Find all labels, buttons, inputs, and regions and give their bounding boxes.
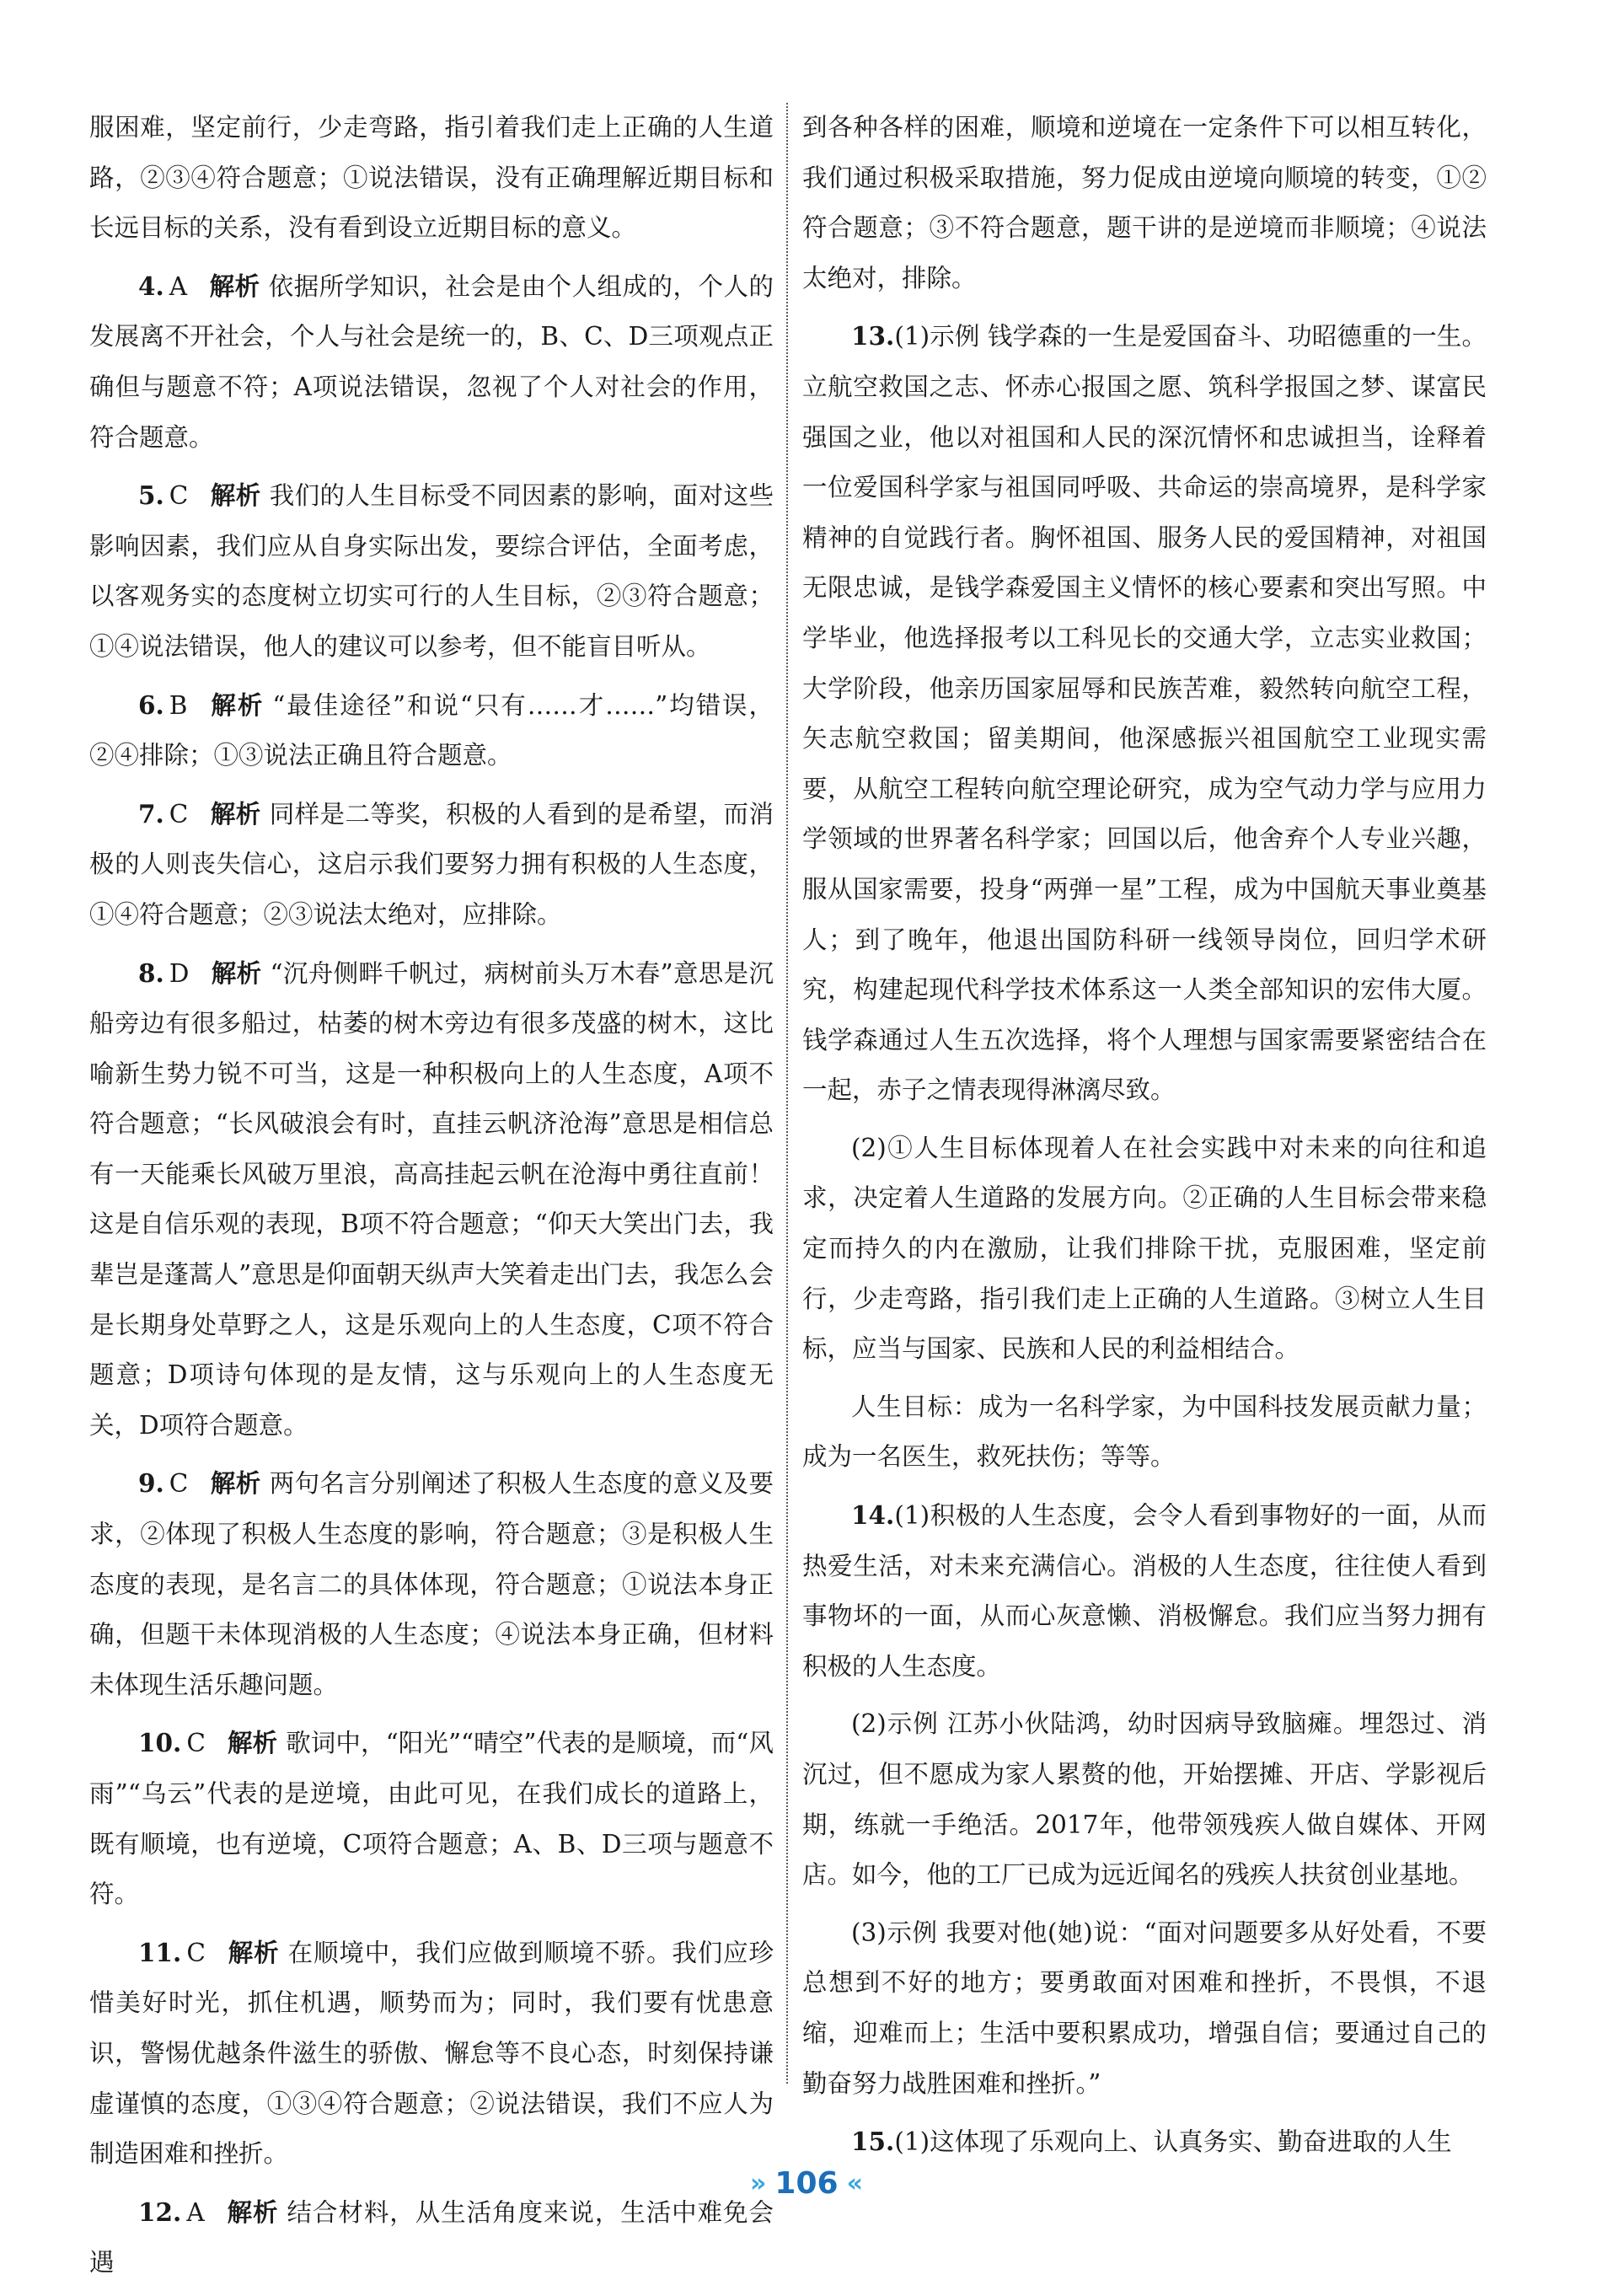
- answer-letter: A: [186, 2197, 205, 2227]
- page-number: 106: [774, 2166, 839, 2201]
- answer-text: 结合材料，从生活角度来说，生活中难免会遇: [89, 2197, 774, 2277]
- answer-text: 依据所学知识，社会是由个人组成的，个人的发展离不开社会，个人与社会是统一的，B、C、D三项观点正确但与题意不符；A项说法错误，忽视了个人对社会的作用，符合题意。: [89, 271, 774, 452]
- answer-item-11: [89, 1928, 774, 2180]
- answer-item-5: [89, 470, 774, 672]
- answer-item-13-goal: 人生目标：成为一名科学家，为中国科技发展贡献力量；成为一名医生，救死扶伤；等等。: [802, 1392, 1487, 1472]
- analysis-tag: 解析: [209, 690, 265, 720]
- answer-item-14-part-3: (3)示例 我要对他(她)说：“面对问题要多从好处看，不要总想到不好的地方；要勇敢面对困难和挫折，不畏惧，不退缩，迎难而上；生活中要积累成功，增强自信；要通过自己的勤奋努力战胜困难和挫折。”: [802, 1918, 1487, 2098]
- answer-text: (1)示例 钱学森的一生是爱国奋斗、功昭德重的一生。立航空救国之志、怀赤心报国之愿、筑科学报国之梦、谋富民强国之业，他以对祖国和人民的深沉情怀和忠诚担当，诠释着一位爱国科学家与祖国同呼吸、共命运的崇高境界，是科学家精神的自觉践行者。胸怀祖国、服务人民的爱国精神，对祖国无限忠诚，是钱学森爱国主义情怀的核心要素和突出写照。中学毕业，他选择报考以工科见长的交通大学，立志实业救国；大学阶段，他亲历国家屈辱和民族苦难，毅然转向航空工程，矢志航空救国；留美期间，他深感振兴祖国航空工业现实需要，从航空工程转向航空理论研究，成为空气动力学与应用力学领域的世界著名科学家；回国以后，他舍弃个人专业兴趣，服从国家需要，投身“两弹一星”工程，成为中国航天事业奠基人；到了晚年，他退出国防科研一线领导岗位，回归学术研究，构建起现代科学技术体系这一人类全部知识的宏伟大厦。钱学森通过人生五次选择，将个人理想与国家需要紧密结合在一起，赤子之情表现得淋漓尽致。: [802, 322, 1487, 1105]
- answer-item-7: [89, 789, 774, 941]
- answer-letter: C: [169, 1469, 189, 1499]
- question-number: 7.: [138, 798, 164, 829]
- question-number: 11.: [138, 1937, 182, 1967]
- right-column: [802, 103, 1487, 2175]
- answer-text: 同样是二等奖，积极的人看到的是希望，而消极的人则丧失信心，这启示我们要努力拥有积极的人生态度，①④符合题意；②③说法太绝对，应排除。: [89, 799, 774, 929]
- answer-item-10: [89, 1718, 774, 1919]
- left-chevron-icon: «: [846, 2169, 863, 2198]
- answer-item-6: [89, 680, 774, 781]
- answer-item-14-part-2: (2)示例 江苏小伙陆鸿，幼时因病导致脑瘫。埋怨过、消沉过，但不愿成为家人累赘的他，开始摆摊、开店、学影视后期，练就一手绝活。2017年，他带领残疾人做自媒体、开网店。如今，他的工厂已成为远近闻名的残疾人扶贫创业基地。: [802, 1709, 1487, 1890]
- analysis-tag: 解析: [227, 1729, 278, 1758]
- analysis-tag: 解析: [227, 1938, 280, 1967]
- column-divider: [786, 103, 788, 2084]
- answer-text: “最佳途径”和说“只有……才……”均错误，②④排除；①③说法正确且符合题意。: [89, 690, 774, 770]
- continued-paragraph: 到各种各样的困难，顺境和逆境在一定条件下可以相互转化，我们通过积极采取措施，努力促成由逆境向顺境的转变，①②符合题意；③不符合题意，题干讲的是逆境而非顺境；④说法太绝对，排除。: [802, 113, 1487, 292]
- question-number: 15.: [851, 2127, 895, 2157]
- answer-letter: C: [186, 1729, 206, 1758]
- question-number: 14.: [851, 1500, 895, 1531]
- answer-text: (1)这体现了乐观向上、认真务实、勤奋进取的人生: [894, 2127, 1452, 2157]
- answer-item-4: [89, 261, 774, 463]
- answer-text: 我们的人生目标受不同因素的影响，面对这些影响因素，我们应从自身实际出发，要综合评估，全面考虑，以客观务实的态度树立切实可行的人生目标，②③符合题意；①④说法错误，他人的建议可以参考，但不能盲目听从。: [89, 481, 774, 661]
- answer-letter: C: [169, 799, 189, 829]
- question-number: 5.: [138, 480, 164, 511]
- question-number: 13.: [851, 321, 895, 351]
- question-number: 6.: [138, 689, 164, 720]
- answer-text: (1)积极的人生态度，会令人看到事物好的一面，从而热爱生活，对未来充满信心。消极的人生态度，往往使人看到事物坏的一面，从而心灰意懒、消极懈怠。我们应当努力拥有积极的人生态度。: [802, 1501, 1487, 1681]
- answer-item-12: [89, 2187, 774, 2288]
- answer-letter: C: [169, 481, 189, 511]
- left-column: [89, 103, 774, 2296]
- answer-item-15: [802, 2116, 1487, 2168]
- analysis-tag: 解析: [209, 271, 260, 301]
- right-chevron-icon: »: [750, 2169, 767, 2198]
- answer-item-9: [89, 1458, 774, 1710]
- answer-item-13-part-2: (2)①人生目标体现着人在社会实践中对未来的向往和追求，决定着人生道路的发展方向。②正确的人生目标会带来稳定而持久的内在激励，让我们排除干扰，克服困难，坚定前行，少走弯路，指引我们走上正确的人生道路。③树立人生目标，应当与国家、民族和人民的利益相结合。: [802, 1133, 1487, 1364]
- analysis-tag: 解析: [210, 799, 261, 829]
- analysis-tag: 解析: [210, 1469, 261, 1499]
- continued-paragraph: 服困难，坚定前行，少走弯路，指引着我们走上正确的人生道路，②③④符合题意；①说法错误，没有正确理解近期目标和长远目标的关系，没有看到设立近期目标的意义。: [89, 113, 774, 243]
- answer-text: 两句名言分别阐述了积极人生态度的意义及要求，②体现了积极人生态度的影响，符合题意；③是积极人生态度的表现，是名言二的具体体现，符合题意；①说法本身正确，但题干未体现消极的人生态度；④说法本身正确，但材料未体现生活乐趣问题。: [89, 1469, 774, 1699]
- page-footer: [0, 2166, 1613, 2201]
- answer-letter: C: [186, 1938, 206, 1967]
- analysis-tag: 解析: [226, 2197, 279, 2227]
- question-number: 10.: [138, 1728, 182, 1758]
- answer-letter: A: [169, 271, 188, 301]
- answer-item-13: [802, 311, 1487, 1116]
- question-number: 8.: [138, 958, 164, 988]
- answer-text: 在顺境中，我们应做到顺境不骄。我们应珍惜美好时光，抓住机遇，顺势而为；同时，我们要有忧患意识，警惕优越条件滋生的骄傲、懈怠等不良心态，时刻保持谦虚谨慎的态度，①③④符合题意；②说法错误，我们不应人为制造困难和挫折。: [89, 1938, 774, 2169]
- analysis-tag: 解析: [211, 958, 262, 988]
- answer-text: 歌词中，“阳光”“晴空”代表的是顺境，而“风雨”“乌云”代表的是逆境，由此可见，在我们成长的道路上，既有顺境，也有逆境，C项符合题意；A、B、D三项与题意不符。: [89, 1729, 774, 1909]
- answer-text: “沉舟侧畔千帆过，病树前头万木春”意思是沉船旁边有很多船过，枯萎的树木旁边有很多茂盛的树木，这比喻新生势力锐不可当，这是一种积极向上的人生态度，A项不符合题意；“长风破浪会有时，直挂云帆济沧海”意思是相信总有一天能乘长风破万里浪，高高挂起云帆在沧海中勇往直前！这是自信乐观的表现，B项不符合题意；“仰天大笑出门去，我辈岂是蓬蒿人”意思是仰面朝天纵声大笑着走出门去，我怎么会是长期身处草野之人，这是乐观向上的人生态度，C项不符合题意；D项诗句体现的是友情，这与乐观向上的人生态度无关，D项符合题意。: [89, 958, 774, 1440]
- answer-item-8: [89, 948, 774, 1451]
- answer-letter: B: [169, 690, 188, 720]
- answer-letter: D: [169, 958, 190, 988]
- question-number: 4.: [138, 271, 164, 301]
- answer-item-14: [802, 1490, 1487, 1692]
- question-number: 9.: [138, 1468, 164, 1499]
- analysis-tag: 解析: [210, 481, 261, 511]
- question-number: 12.: [138, 2197, 182, 2227]
